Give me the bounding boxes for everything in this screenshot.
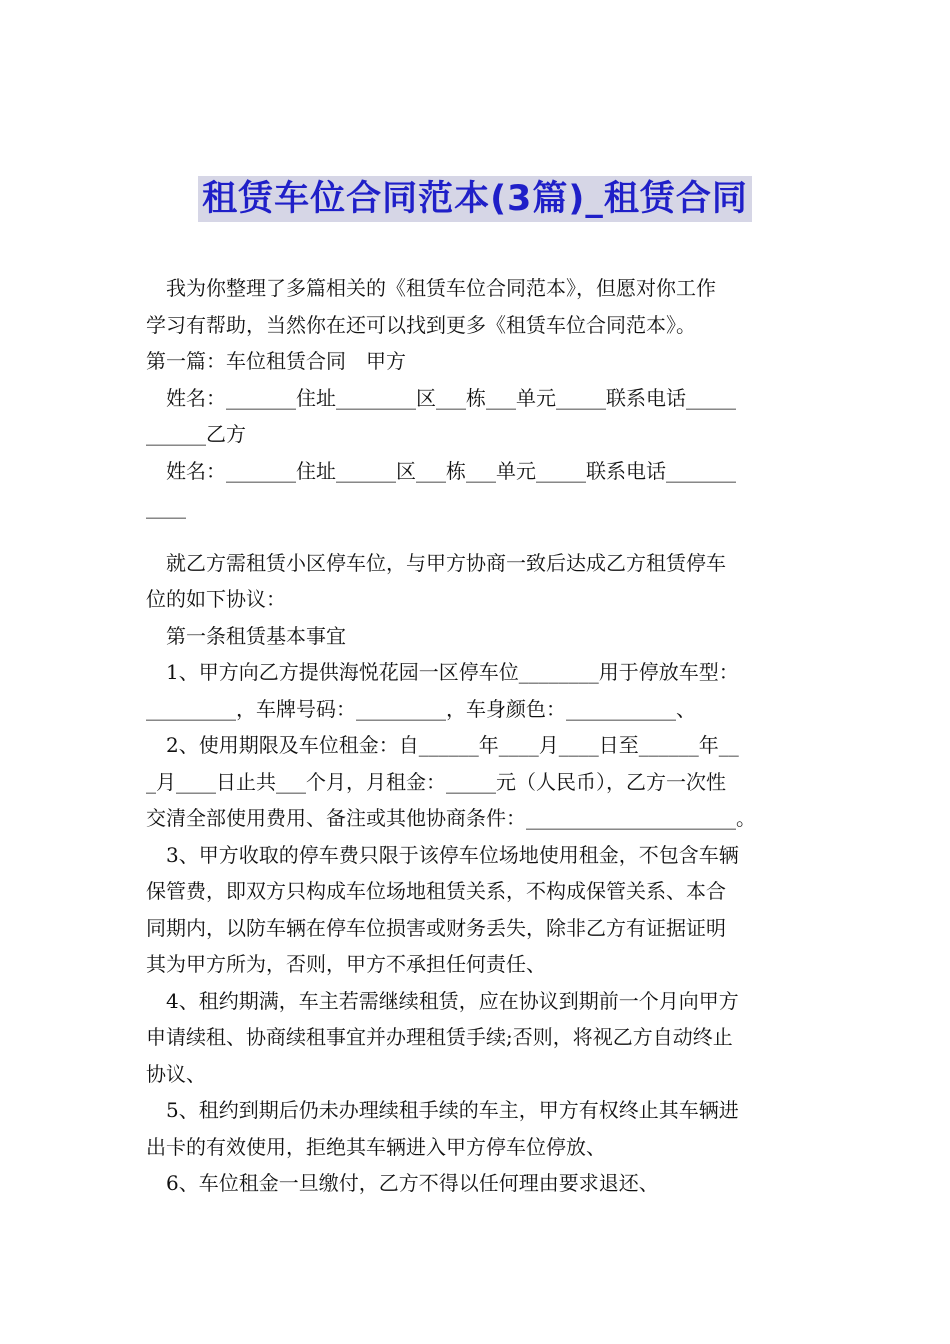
clause-6-line: 6、车位租金一旦缴付，乙方不得以任何理由要求退还、 (166, 1171, 659, 1195)
document-title-block (0, 176, 950, 222)
paragraph-gap (146, 526, 810, 545)
clause-2-line: 2、使用期限及车位租金：自______年____月____日至______年__ (166, 733, 739, 757)
clause-2-line: _月____日止共___个月，月租金：_____元（人民币），乙方一次性 (146, 769, 726, 794)
party-a-line: 姓名：_______住址________区___栋___单元_____联系电话_____ (166, 385, 736, 410)
agreement-line: 就乙方需租赁小区停车位，与甲方协商一致后达成乙方租赁停车 (166, 550, 726, 575)
clause-4-line: 4、租约期满，车主若需继续租赁，应在协议到期前一个月向甲方 (166, 988, 739, 1013)
intro-line: 我为你整理了多篇相关的《租赁车位合同范本》，但愿对你工作 (166, 276, 716, 300)
party-b-line: ____ (146, 495, 186, 519)
clause-3-line: 3、甲方收取的停车费只限于该停车位场地使用租金，不包含车辆 (166, 842, 739, 867)
article-heading: 第一条租赁基本事宜 (166, 623, 346, 648)
intro-line: 学习有帮助，当然你在还可以找到更多《租赁车位合同范本》。 (146, 312, 696, 337)
clause-3-line: 同期内，以防车辆在停车位损害或财务丢失，除非乙方有证据证明 (146, 915, 726, 940)
document-body (146, 270, 810, 1202)
section-heading: 第一篇：车位租赁合同 甲方 (146, 349, 406, 373)
clause-1-line: _________，车牌号码：_________，车身颜色：___________、 (146, 696, 696, 721)
clause-5-line: 出卡的有效使用，拒绝其车辆进入甲方停车位停放、 (146, 1134, 606, 1159)
clause-5-line: 5、租约到期后仍未办理续租手续的车主，甲方有权终止其车辆进 (166, 1098, 739, 1122)
clause-4-line: 申请续租、协商续租事宜并办理租赁手续;否则，将视乙方自动终止 (146, 1025, 733, 1049)
clause-3-line: 保管费，即双方只构成车位场地租赁关系，不构成保管关系、本合 (146, 879, 726, 903)
party-b-line: 姓名：_______住址______区___栋___单元_____联系电话_______ (166, 458, 736, 483)
agreement-line: 位的如下协议： (146, 587, 286, 611)
document-title: 租赁车位合同范本(3篇)_租赁合同 (198, 176, 752, 222)
clause-2-line: 交清全部使用费用、备注或其他协商条件：_____________________。 (146, 806, 756, 830)
clause-3-line: 其为甲方所为，否则，甲方不承担任何责任、 (146, 952, 546, 976)
party-a-line: ______乙方 (146, 422, 246, 446)
clause-1-line: 1、甲方向乙方提供海悦花园一区停车位________用于停放车型： (166, 660, 739, 684)
clause-4-line: 协议、 (146, 1061, 206, 1086)
